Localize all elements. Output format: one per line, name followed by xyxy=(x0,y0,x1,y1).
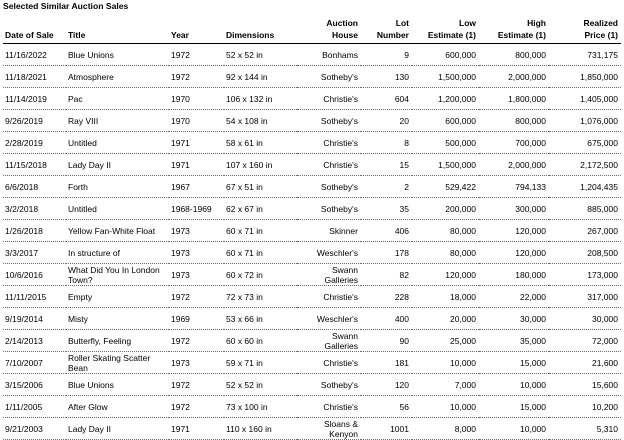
cell-title: What Did You In London Town? xyxy=(66,264,169,286)
cell-dimensions: 60 x 71 in xyxy=(224,220,297,242)
cell-dimensions: 92 x 144 in xyxy=(224,66,297,88)
cell-high-estimate: 700,000 xyxy=(479,132,549,154)
header-year-label: Year xyxy=(171,30,189,40)
cell-date-of-sale: 6/6/2018 xyxy=(3,176,66,198)
table-row xyxy=(3,330,621,352)
cell-lot-number: 181 xyxy=(361,352,412,374)
cell-year: 1972 xyxy=(169,286,224,308)
cell-high-estimate: 15,000 xyxy=(479,352,549,374)
cell-lot-number: 178 xyxy=(361,242,412,264)
cell-dimensions: 107 x 160 in xyxy=(224,154,297,176)
header-lot-number xyxy=(361,13,412,44)
header-row xyxy=(3,13,621,44)
cell-dimensions: 60 x 60 in xyxy=(224,330,297,352)
cell-high-estimate: 800,000 xyxy=(479,44,549,66)
cell-dimensions: 60 x 72 in xyxy=(224,264,297,286)
cell-date-of-sale: 7/10/2007 xyxy=(3,352,66,374)
cell-year: 1967 xyxy=(169,176,224,198)
cell-year: 1972 xyxy=(169,66,224,88)
page-title: Selected Similar Auction Sales xyxy=(3,1,129,11)
table-body xyxy=(3,44,621,440)
cell-low-estimate: 7,000 xyxy=(412,374,479,396)
cell-date-of-sale: 2/28/2019 xyxy=(3,132,66,154)
cell-date-of-sale: 11/11/2015 xyxy=(3,286,66,308)
cell-high-estimate: 2,000,000 xyxy=(479,66,549,88)
cell-year: 1973 xyxy=(169,220,224,242)
cell-realized-price: 1,076,000 xyxy=(549,110,621,132)
cell-dimensions: 52 x 52 in xyxy=(224,44,297,66)
cell-title: Pac xyxy=(66,88,169,110)
cell-realized-price: 1,405,000 xyxy=(549,88,621,110)
cell-dimensions: 58 x 61 in xyxy=(224,132,297,154)
cell-title: Roller Skating Scatter Bean xyxy=(66,352,169,374)
table-row xyxy=(3,132,621,154)
cell-lot-number: 2 xyxy=(361,176,412,198)
header-auction-house-line2: House xyxy=(332,30,358,40)
cell-realized-price: 15,600 xyxy=(549,374,621,396)
cell-title: Forth xyxy=(66,176,169,198)
auction-sales-table xyxy=(3,13,621,440)
cell-auction-house: Sotheby's xyxy=(297,374,361,396)
cell-low-estimate: 25,000 xyxy=(412,330,479,352)
cell-dimensions: 106 x 132 in xyxy=(224,88,297,110)
cell-lot-number: 8 xyxy=(361,132,412,154)
cell-realized-price: 1,204,435 xyxy=(549,176,621,198)
header-year xyxy=(169,13,224,44)
cell-realized-price: 10,200 xyxy=(549,396,621,418)
cell-title: Untitled xyxy=(66,132,169,154)
header-auction-house-line1: Auction xyxy=(326,18,358,28)
cell-realized-price: 208,500 xyxy=(549,242,621,264)
cell-lot-number: 400 xyxy=(361,308,412,330)
cell-auction-house: Christie's xyxy=(297,88,361,110)
header-low-line1: Low xyxy=(459,18,476,28)
cell-lot-number: 406 xyxy=(361,220,412,242)
cell-title: Lady Day II xyxy=(66,154,169,176)
cell-year: 1972 xyxy=(169,374,224,396)
cell-title: Ray VIII xyxy=(66,110,169,132)
cell-high-estimate: 180,000 xyxy=(479,264,549,286)
cell-lot-number: 35 xyxy=(361,198,412,220)
header-auction-house xyxy=(297,13,361,44)
cell-dimensions: 62 x 67 in xyxy=(224,198,297,220)
header-dimensions xyxy=(224,13,297,44)
cell-high-estimate: 35,000 xyxy=(479,330,549,352)
cell-high-estimate: 10,000 xyxy=(479,374,549,396)
cell-auction-house: Sotheby's xyxy=(297,66,361,88)
cell-date-of-sale: 3/15/2006 xyxy=(3,374,66,396)
cell-realized-price: 267,000 xyxy=(549,220,621,242)
cell-year: 1971 xyxy=(169,132,224,154)
table-row xyxy=(3,198,621,220)
cell-realized-price: 885,000 xyxy=(549,198,621,220)
cell-date-of-sale: 9/26/2019 xyxy=(3,110,66,132)
cell-date-of-sale: 11/15/2018 xyxy=(3,154,66,176)
cell-dimensions: 73 x 100 in xyxy=(224,396,297,418)
cell-title: Lady Day II xyxy=(66,418,169,440)
cell-lot-number: 9 xyxy=(361,44,412,66)
cell-low-estimate: 600,000 xyxy=(412,44,479,66)
cell-high-estimate: 800,000 xyxy=(479,110,549,132)
cell-date-of-sale: 3/2/2018 xyxy=(3,198,66,220)
cell-low-estimate: 80,000 xyxy=(412,242,479,264)
cell-year: 1972 xyxy=(169,330,224,352)
header-realized-line2: Price (1) xyxy=(584,30,618,40)
cell-realized-price: 72,000 xyxy=(549,330,621,352)
table-row xyxy=(3,308,621,330)
cell-lot-number: 604 xyxy=(361,88,412,110)
cell-year: 1972 xyxy=(169,44,224,66)
cell-date-of-sale: 10/6/2016 xyxy=(3,264,66,286)
cell-low-estimate: 1,500,000 xyxy=(412,66,479,88)
cell-low-estimate: 10,000 xyxy=(412,396,479,418)
cell-date-of-sale: 11/14/2019 xyxy=(3,88,66,110)
cell-dimensions: 54 x 108 in xyxy=(224,110,297,132)
cell-low-estimate: 18,000 xyxy=(412,286,479,308)
cell-realized-price: 5,310 xyxy=(549,418,621,440)
table-row xyxy=(3,176,621,198)
cell-year: 1973 xyxy=(169,352,224,374)
cell-lot-number: 15 xyxy=(361,154,412,176)
cell-high-estimate: 794,133 xyxy=(479,176,549,198)
cell-lot-number: 90 xyxy=(361,330,412,352)
cell-low-estimate: 120,000 xyxy=(412,264,479,286)
header-high-line2: Estimate (1) xyxy=(497,30,546,40)
cell-date-of-sale: 9/19/2014 xyxy=(3,308,66,330)
cell-year: 1971 xyxy=(169,154,224,176)
cell-realized-price: 675,000 xyxy=(549,132,621,154)
cell-dimensions: 67 x 51 in xyxy=(224,176,297,198)
cell-low-estimate: 10,000 xyxy=(412,352,479,374)
cell-dimensions: 53 x 66 in xyxy=(224,308,297,330)
cell-auction-house: Christie's xyxy=(297,286,361,308)
header-title xyxy=(66,13,169,44)
cell-lot-number: 82 xyxy=(361,264,412,286)
cell-date-of-sale: 1/26/2018 xyxy=(3,220,66,242)
cell-low-estimate: 600,000 xyxy=(412,110,479,132)
cell-auction-house: Sotheby's xyxy=(297,198,361,220)
table-row xyxy=(3,44,621,66)
cell-date-of-sale: 11/16/2022 xyxy=(3,44,66,66)
cell-lot-number: 130 xyxy=(361,66,412,88)
cell-lot-number: 120 xyxy=(361,374,412,396)
cell-low-estimate: 200,000 xyxy=(412,198,479,220)
cell-realized-price: 21,600 xyxy=(549,352,621,374)
cell-low-estimate: 1,200,000 xyxy=(412,88,479,110)
table-row xyxy=(3,66,621,88)
header-lot-line2: Number xyxy=(376,30,409,40)
cell-auction-house: Skinner xyxy=(297,220,361,242)
cell-dimensions: 52 x 52 in xyxy=(224,374,297,396)
cell-low-estimate: 500,000 xyxy=(412,132,479,154)
cell-high-estimate: 300,000 xyxy=(479,198,549,220)
cell-title: Yellow Fan-White Float xyxy=(66,220,169,242)
header-dimensions-label: Dimensions xyxy=(226,30,275,40)
cell-auction-house: Sloans & Kenyon xyxy=(297,418,361,440)
cell-title: Misty xyxy=(66,308,169,330)
cell-high-estimate: 2,000,000 xyxy=(479,154,549,176)
table-row xyxy=(3,88,621,110)
cell-auction-house: Sotheby's xyxy=(297,110,361,132)
cell-title: Atmosphere xyxy=(66,66,169,88)
cell-year: 1968-1969 xyxy=(169,198,224,220)
cell-low-estimate: 8,000 xyxy=(412,418,479,440)
cell-realized-price: 731,175 xyxy=(549,44,621,66)
cell-low-estimate: 529,422 xyxy=(412,176,479,198)
header-low-line2: Estimate (1) xyxy=(427,30,476,40)
cell-lot-number: 20 xyxy=(361,110,412,132)
cell-low-estimate: 20,000 xyxy=(412,308,479,330)
cell-auction-house: Swann Galleries xyxy=(297,330,361,352)
cell-auction-house: Christie's xyxy=(297,352,361,374)
table-row xyxy=(3,374,621,396)
cell-dimensions: 72 x 73 in xyxy=(224,286,297,308)
header-high-line1: High xyxy=(527,18,546,28)
cell-realized-price: 30,000 xyxy=(549,308,621,330)
cell-realized-price: 317,000 xyxy=(549,286,621,308)
cell-date-of-sale: 11/18/2021 xyxy=(3,66,66,88)
cell-low-estimate: 1,500,000 xyxy=(412,154,479,176)
cell-title: Blue Unions xyxy=(66,374,169,396)
table-row xyxy=(3,264,621,286)
cell-auction-house: Weschler's xyxy=(297,242,361,264)
table-row xyxy=(3,418,621,440)
header-date xyxy=(3,13,66,44)
cell-date-of-sale: 2/14/2013 xyxy=(3,330,66,352)
cell-high-estimate: 30,000 xyxy=(479,308,549,330)
cell-title: In structure of xyxy=(66,242,169,264)
cell-realized-price: 1,850,000 xyxy=(549,66,621,88)
cell-auction-house: Weschler's xyxy=(297,308,361,330)
cell-high-estimate: 120,000 xyxy=(479,220,549,242)
cell-year: 1969 xyxy=(169,308,224,330)
cell-year: 1972 xyxy=(169,396,224,418)
cell-dimensions: 59 x 71 in xyxy=(224,352,297,374)
header-realized-line1: Realized xyxy=(583,18,618,28)
header-title-label: Title xyxy=(68,30,86,40)
cell-year: 1973 xyxy=(169,264,224,286)
table-row xyxy=(3,352,621,374)
cell-lot-number: 56 xyxy=(361,396,412,418)
cell-title: Blue Unions xyxy=(66,44,169,66)
cell-high-estimate: 1,800,000 xyxy=(479,88,549,110)
cell-low-estimate: 80,000 xyxy=(412,220,479,242)
cell-title: Untitled xyxy=(66,198,169,220)
cell-high-estimate: 120,000 xyxy=(479,242,549,264)
cell-auction-house: Christie's xyxy=(297,132,361,154)
cell-date-of-sale: 3/3/2017 xyxy=(3,242,66,264)
cell-title: Empty xyxy=(66,286,169,308)
cell-realized-price: 2,172,500 xyxy=(549,154,621,176)
table-row xyxy=(3,220,621,242)
cell-lot-number: 228 xyxy=(361,286,412,308)
table-row xyxy=(3,286,621,308)
cell-realized-price: 173,000 xyxy=(549,264,621,286)
header-low-estimate xyxy=(412,13,479,44)
table-row xyxy=(3,154,621,176)
cell-title: After Glow xyxy=(66,396,169,418)
cell-year: 1970 xyxy=(169,110,224,132)
header-date-label: Date of Sale xyxy=(5,30,54,40)
cell-auction-house: Sotheby's xyxy=(297,176,361,198)
cell-auction-house: Christie's xyxy=(297,154,361,176)
cell-auction-house: Bonhams xyxy=(297,44,361,66)
header-realized-price xyxy=(549,13,621,44)
header-high-estimate xyxy=(479,13,549,44)
cell-high-estimate: 10,000 xyxy=(479,418,549,440)
table-row xyxy=(3,242,621,264)
cell-date-of-sale: 1/11/2005 xyxy=(3,396,66,418)
cell-year: 1970 xyxy=(169,88,224,110)
cell-auction-house: Christie's xyxy=(297,396,361,418)
table-row xyxy=(3,110,621,132)
cell-date-of-sale: 9/21/2003 xyxy=(3,418,66,440)
cell-dimensions: 110 x 160 in xyxy=(224,418,297,440)
cell-dimensions: 60 x 71 in xyxy=(224,242,297,264)
cell-title: Butterfly, Feeling xyxy=(66,330,169,352)
cell-year: 1971 xyxy=(169,418,224,440)
cell-lot-number: 1001 xyxy=(361,418,412,440)
cell-high-estimate: 15,000 xyxy=(479,396,549,418)
header-lot-line1: Lot xyxy=(395,18,409,28)
table-row xyxy=(3,396,621,418)
cell-high-estimate: 22,000 xyxy=(479,286,549,308)
cell-year: 1973 xyxy=(169,242,224,264)
cell-auction-house: Swann Galleries xyxy=(297,264,361,286)
